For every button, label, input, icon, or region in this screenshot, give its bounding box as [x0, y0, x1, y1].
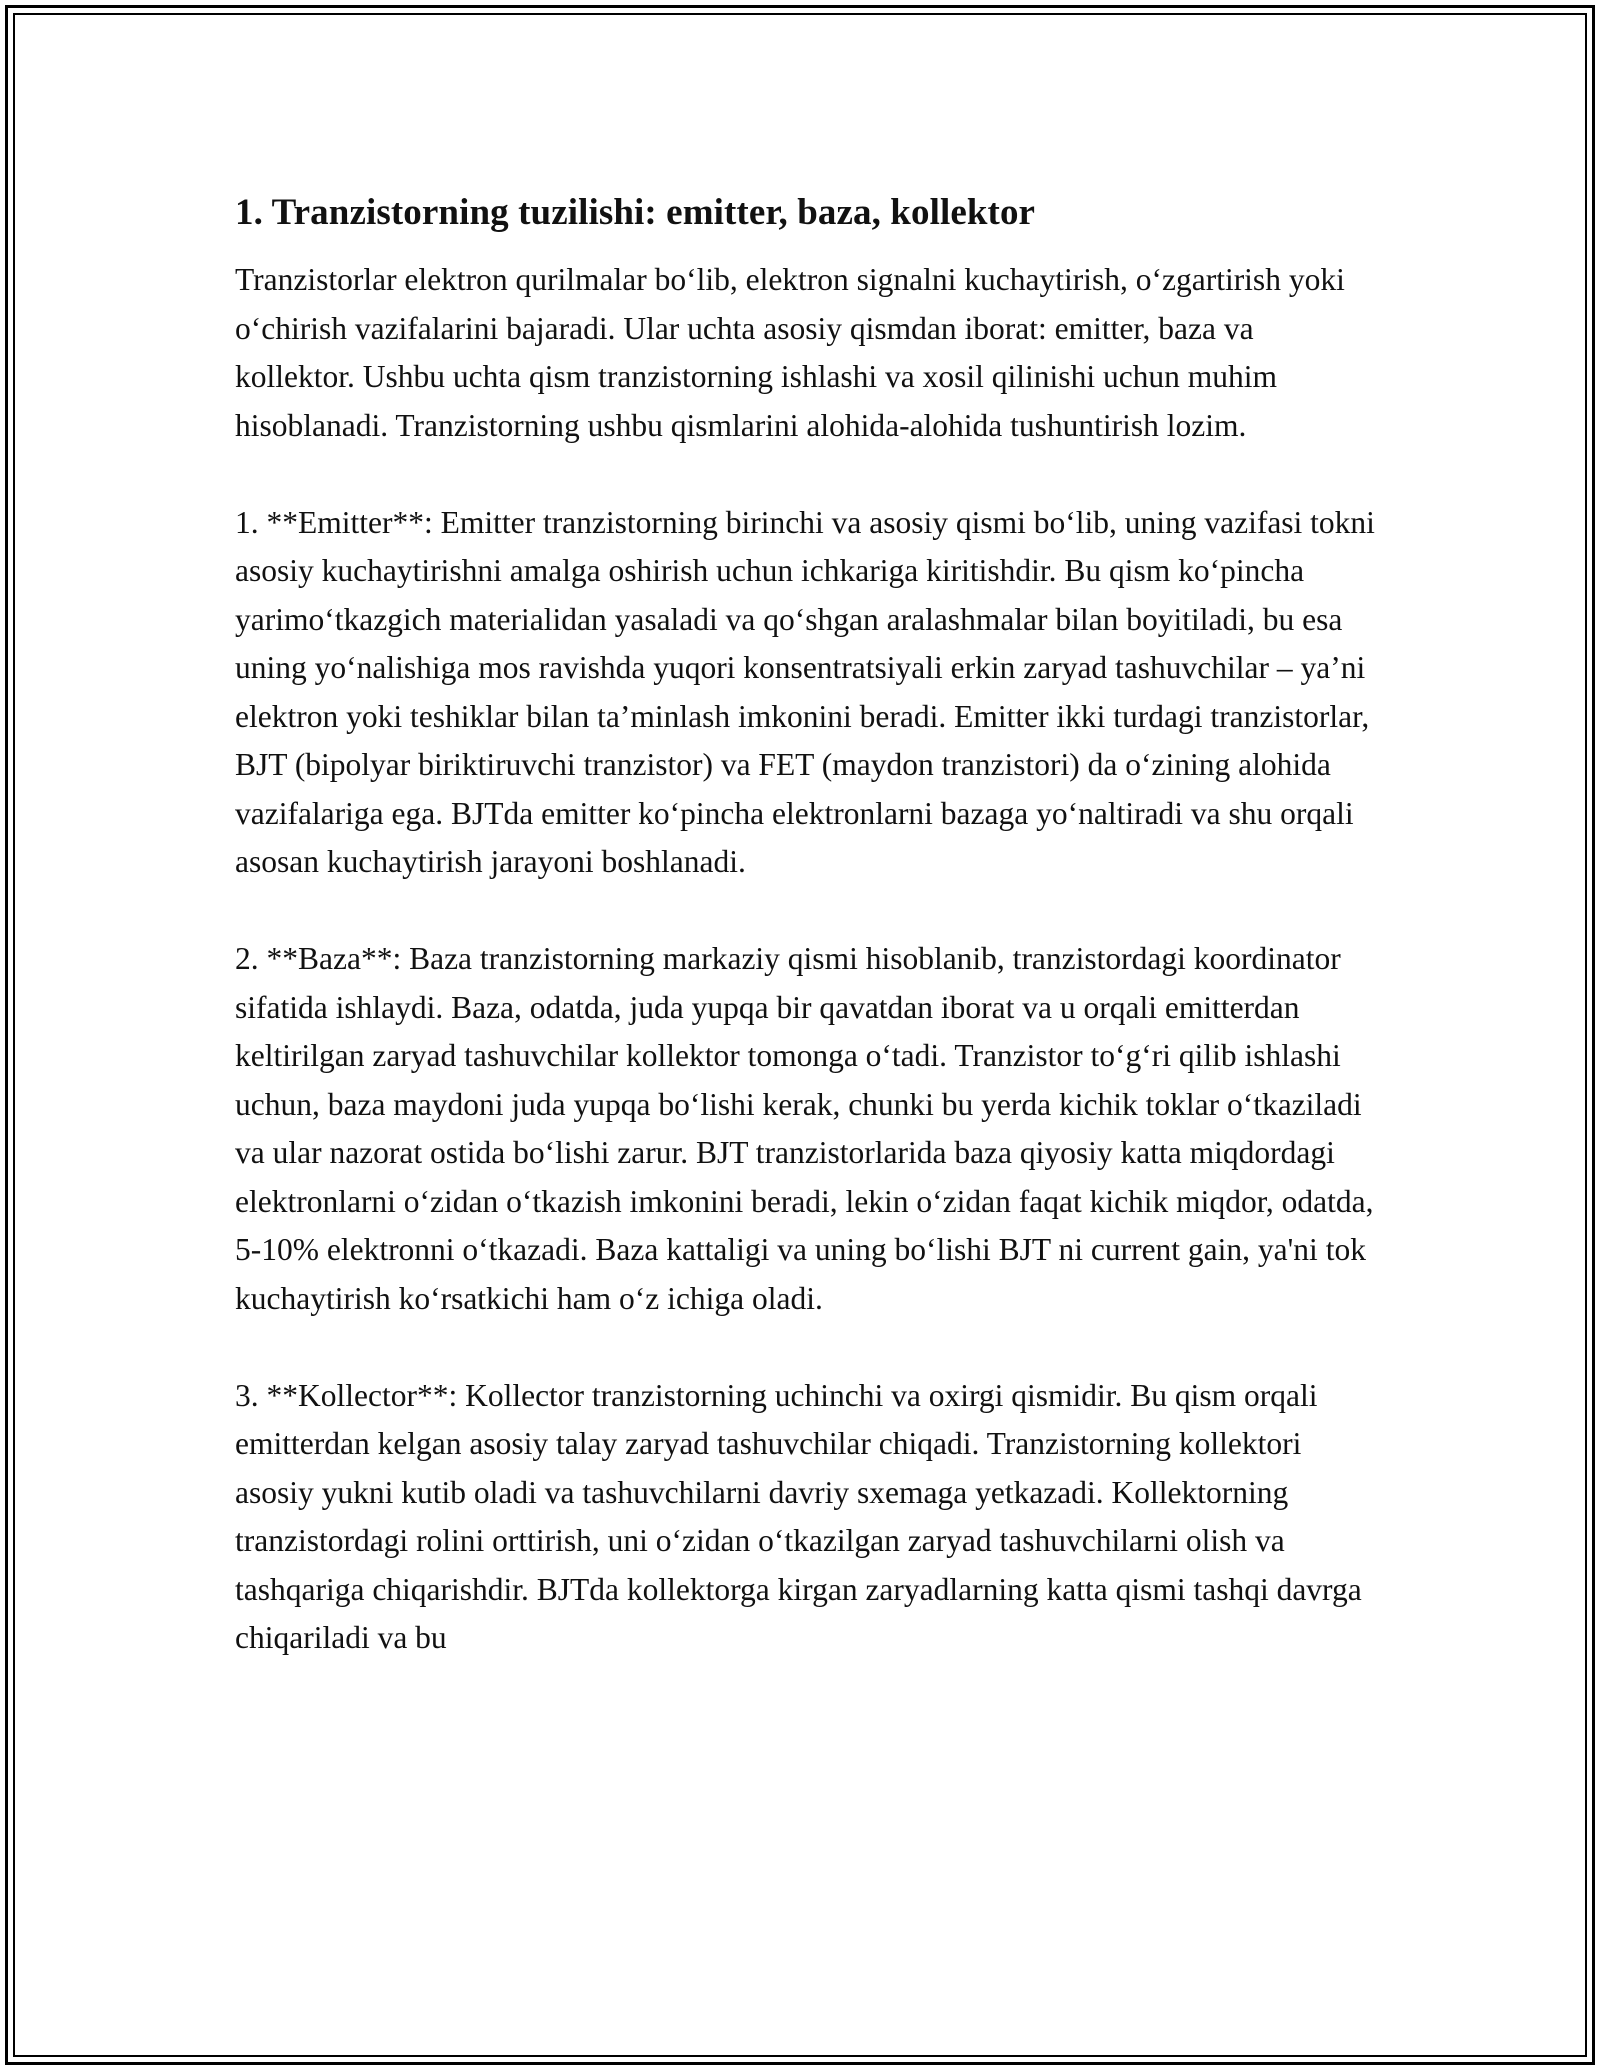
section-heading: 1. Tranzistorning tuzilishi: emitter, baza, kollektor — [235, 192, 1036, 233]
intro-paragraph: Tranzistorlar elektron qurilmalar bo‘lib, elektron signalni kuchaytirish, o‘zgartirish yoki o‘chirish vazifalarini bajaradi. Ular uchta asosiy qismdan iborat: emitter, baza va kollektor. Ushbu uchta qism tranzistorning ishlashi va xosil qilinishi uchun muhim hisoblanadi. Tranzistorning ushbu qismlarini alohida-alohida tushuntirish lozim. — [235, 262, 1345, 443]
base-paragraph: 2. **Baza**: Baza tranzistorning markaziy qismi hisoblanib, tranzistordagi koordinator sifatida ishlaydi. Baza, odatda, juda yupqa bir qavatdan iborat va u orqali emitterdan keltirilgan zaryad tashuvchilar kollektor tomonga o‘tadi. Tranzistor to‘g‘ri qilib ishlashi uchun, baza maydoni juda yupqa bo‘lishi kerak, chunki bu yerda kichik toklar o‘tkaziladi va ular nazorat ostida bo‘lishi zarur. BJT tranzistorlarida baza qiyosiy katta miqdordagi elektronlarni o‘zidan o‘tkazish imkonini beradi, lekin o‘zidan faqat kichik miqdor, odatda, 5-10% elektronni o‘tkazadi. Baza kattaligi va uning bo‘lishi BJT ni current gain, ya'ni tok kuchaytirish ko‘rsatkichi ham o‘z ichiga oladi. — [235, 941, 1374, 1316]
document-body — [235, 188, 1375, 1711]
emitter-paragraph: 1. **Emitter**: Emitter tranzistorning birinchi va asosiy qismi bo‘lib, uning vazifasi tokni asosiy kuchaytirishni amalga oshirish uchun ichkariga kiritishdir. Bu qism ko‘pincha yarimo‘tkazgich materialidan yasaladi va qo‘shgan aralashmalar bilan boyitiladi, bu esa uning yo‘nalishiga mos ravishda yuqori konsentratsiyali erkin zaryad tashuvchilar – ya’ni elektron yoki teshiklar bilan ta’minlash imkonini beradi. Emitter ikki turdagi tranzistorlar, BJT (bipolyar biriktiruvchi tranzistor) va FET (maydon tranzistori) da o‘zining alohida vazifalariga ega. BJTda emitter ko‘pincha elektronlarni bazaga yo‘naltiradi va shu orqali asosan kuchaytirish jarayoni boshlanadi. — [235, 504, 1375, 879]
collector-paragraph: 3. **Kollector**: Kollector tranzistorning uchinchi va oxirgi qismidir. Bu qism orqali emitterdan kelgan asosiy talay zaryad tashuvchilar chiqadi. Tranzistorning kollektori asosiy yukni kutib oladi va tashuvchilarni davriy sxemaga yetkazadi. Kollektorning tranzistordagi rolini orttirish, uni o‘zidan o‘tkazilgan zaryad tashuvchilarni olish va tashqariga chiqarishdir. BJTda kollektorga kirgan zaryadlarning katta qismi tashqi davrga chiqariladi va bu — [235, 1377, 1362, 1655]
